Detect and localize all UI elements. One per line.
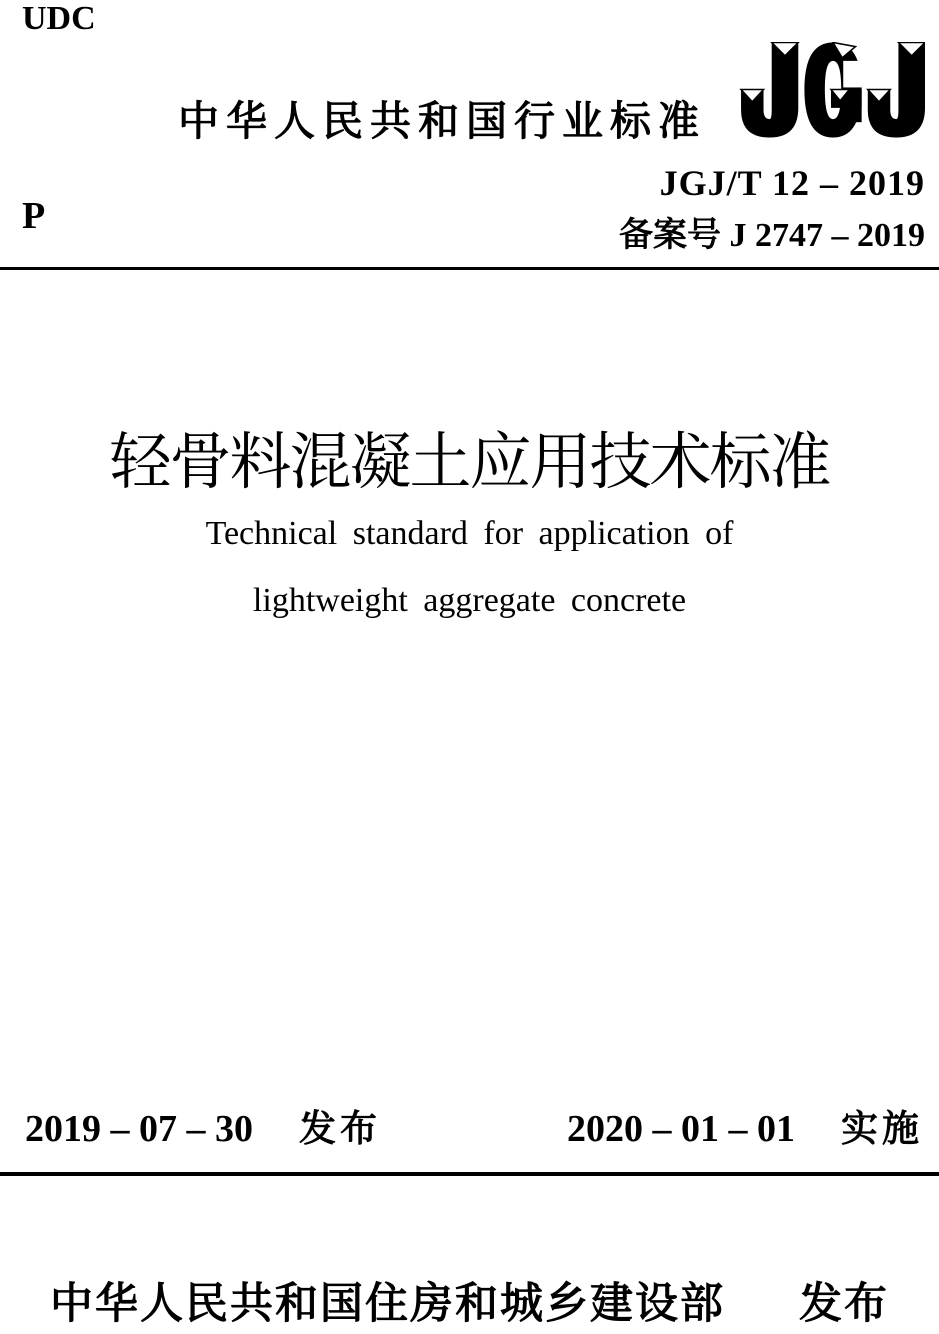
implement-date-group <box>567 1098 923 1152</box>
implement-label: 实施 <box>841 1108 923 1149</box>
main-title-english-line1: Technical standard for application of <box>205 515 734 552</box>
implement-date: 2020 – 01 – 01 <box>567 1108 795 1150</box>
issue-date-group <box>25 1098 381 1152</box>
dates-row <box>25 1098 923 1152</box>
standard-number: JGJ/T 12 – 2019 <box>659 163 925 203</box>
jgj-logo-icon <box>739 42 925 138</box>
issue-date: 2019 – 07 – 30 <box>25 1108 253 1150</box>
jgj-logo-letter-j1 <box>741 42 798 137</box>
jgj-logo-letter-g <box>804 42 861 137</box>
main-title-english <box>0 500 939 634</box>
main-title-english-line2: lightweight aggregate concrete <box>252 582 687 619</box>
classification-code: P <box>22 195 46 237</box>
jgj-logo-letter-j2 <box>868 42 925 137</box>
header-title: 中华人民共和国行业标准 <box>178 98 706 144</box>
issue-label: 发布 <box>299 1108 381 1149</box>
publisher-name: 中华人民共和国住房和城乡建设部 <box>50 1280 725 1328</box>
udc-label: UDC <box>22 0 96 37</box>
main-title-chinese: 轻骨料混凝土应用技术标准 <box>109 429 830 497</box>
publisher-action: 发布 <box>799 1280 889 1328</box>
record-number: 备案号 J 2747 – 2019 <box>619 217 925 254</box>
publisher-row <box>0 1270 939 1331</box>
bottom-divider-rule <box>0 1172 939 1176</box>
top-divider-rule <box>0 267 939 270</box>
